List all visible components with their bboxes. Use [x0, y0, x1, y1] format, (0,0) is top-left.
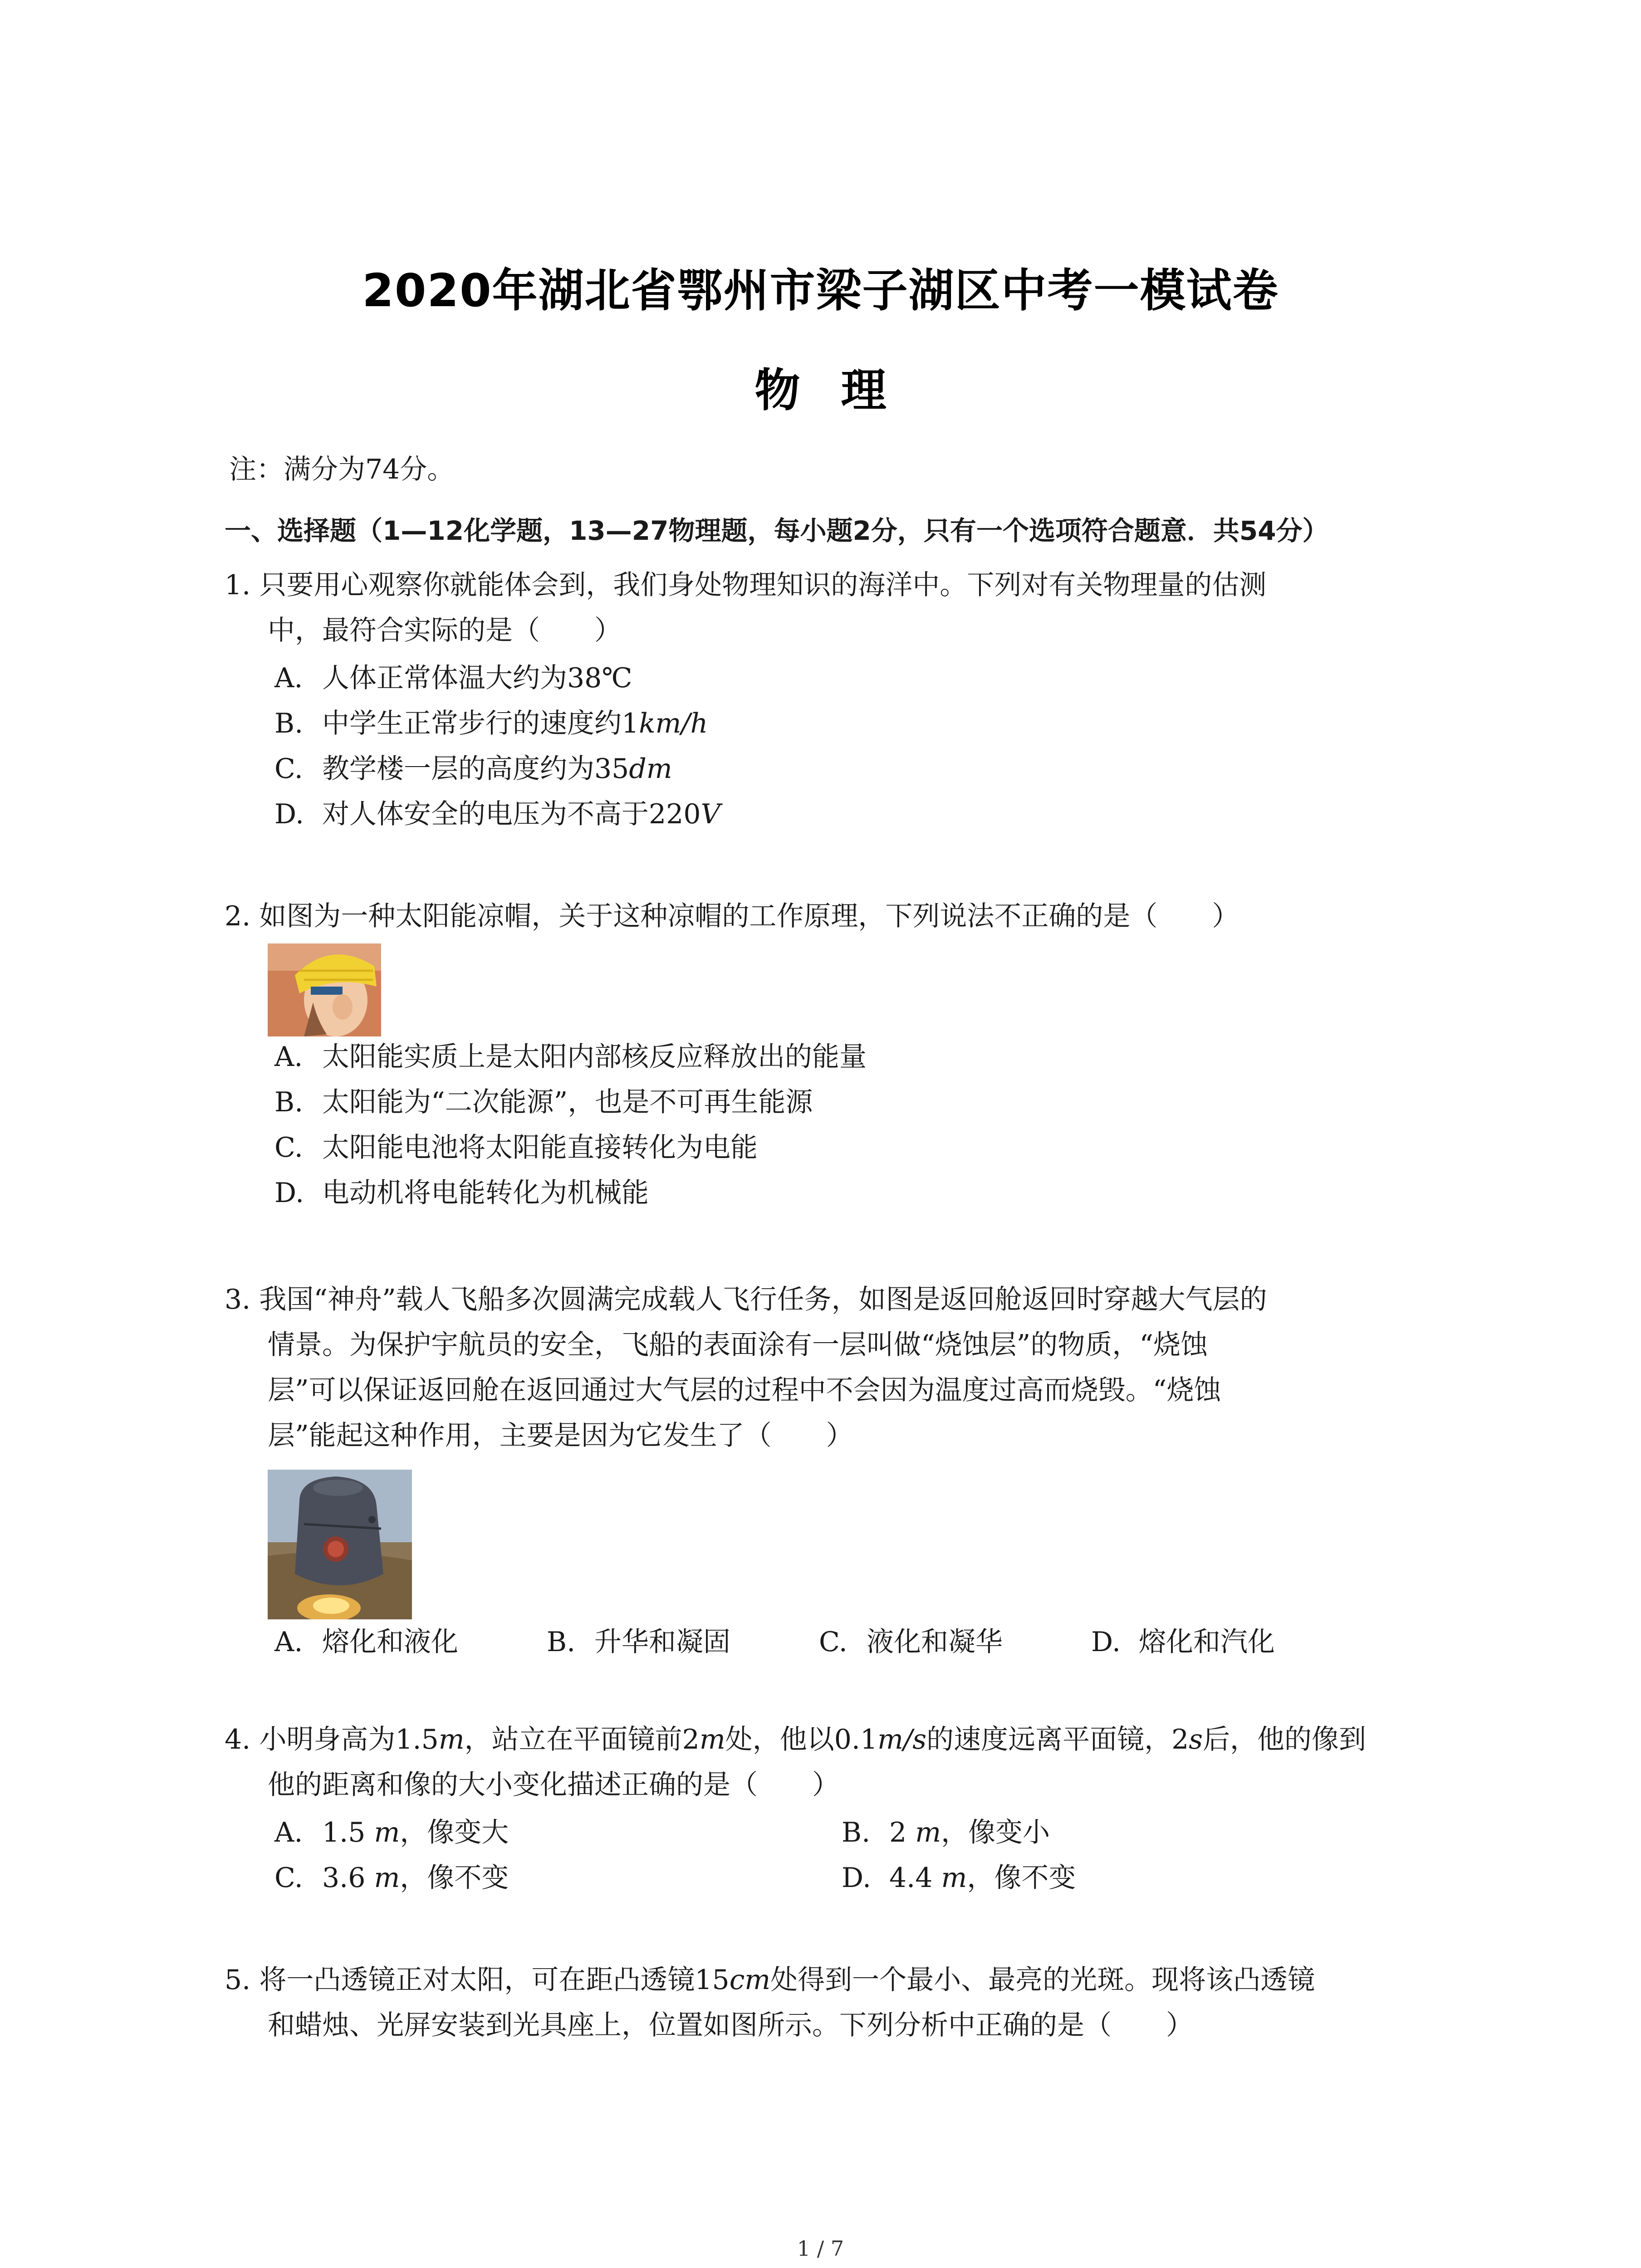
stem-unit: cm	[729, 1964, 771, 1996]
question-4-stem-2: 他的距离和像的大小变化描述正确的是（ ）	[268, 1769, 839, 1801]
question-2-stem-1: 如图为一种太阳能凉帽，关于这种凉帽的工作原理，下列说法不正确的是（ ）	[259, 900, 1239, 932]
option-text: ，像不变	[967, 1862, 1076, 1894]
option-letter: D.	[1091, 1626, 1121, 1658]
stem-unit: m	[699, 1724, 725, 1755]
question-1-option-c	[274, 751, 672, 787]
option-letter: A.	[274, 1817, 303, 1848]
option-unit: m	[374, 1817, 400, 1848]
option-text: 太阳能电池将太阳能直接转化为电能	[322, 1132, 758, 1163]
option-text: 中学生正常步行的速度约1	[322, 708, 639, 739]
question-4-line-1	[225, 1721, 1366, 1758]
question-4-option-b	[842, 1814, 1050, 1851]
option-text: 升华和凝固	[594, 1626, 730, 1658]
question-1-number: 1.	[225, 569, 251, 601]
option-letter: C.	[274, 1132, 303, 1163]
question-4-option-d	[842, 1860, 1076, 1896]
option-letter: A.	[274, 1041, 303, 1073]
stem-unit: m	[438, 1724, 465, 1755]
question-4-number: 4.	[225, 1724, 251, 1755]
exam-title: 2020年湖北省鄂州市梁子湖区中考一模试卷	[362, 264, 1279, 317]
option-unit: m	[915, 1817, 941, 1848]
question-1-stem-1: 只要用心观察你就能体会到，我们身处物理知识的海洋中。下列对有关物理量的估测	[259, 569, 1267, 601]
question-1-stem-2: 中，最符合实际的是（ ）	[268, 615, 622, 646]
question-2-option-b	[274, 1084, 813, 1120]
question-1-option-b	[274, 705, 708, 742]
question-3-option-b	[547, 1624, 819, 1660]
question-2-option-c	[274, 1129, 758, 1166]
option-unit: km/h	[639, 708, 708, 739]
solar-hat-illustration	[268, 943, 381, 1036]
question-5-line-1	[225, 1962, 1315, 1998]
option-letter: C.	[274, 1862, 303, 1894]
question-2-option-a	[274, 1039, 867, 1075]
stem-unit: m/s	[877, 1724, 927, 1755]
option-letter: B.	[274, 708, 304, 739]
question-1-option-a	[274, 660, 632, 696]
option-unit: V	[700, 798, 720, 830]
subject-title: 物理	[754, 364, 927, 417]
stem-text: 处得到一个最小、最亮的光斑。现将该凸透镜	[770, 1964, 1315, 1996]
question-3-options-row	[274, 1624, 1275, 1660]
option-letter: C.	[274, 753, 303, 785]
page-number: 1 / 7	[797, 2236, 844, 2261]
question-4-option-a	[274, 1814, 509, 1851]
solar-hat-image	[268, 943, 381, 1036]
stem-text: 后，他的像到	[1203, 1724, 1367, 1755]
return-capsule-image	[268, 1470, 412, 1619]
question-3-line-1	[225, 1281, 1267, 1318]
score-note: 注：满分为74分。	[229, 454, 455, 485]
question-3-stem-4: 层”能起这种作用，主要是因为它发生了（ ）	[268, 1420, 853, 1452]
question-1-line-1	[225, 567, 1266, 603]
stem-text: 将一凸透镜正对太阳，可在距凸透镜15	[259, 1964, 730, 1996]
option-letter: A.	[274, 662, 303, 694]
option-letter: B.	[842, 1817, 871, 1848]
option-text: 熔化和液化	[322, 1626, 458, 1658]
option-value: 2	[889, 1817, 907, 1848]
option-letter: D.	[842, 1862, 872, 1894]
question-3-option-d	[1091, 1624, 1275, 1660]
question-4-option-c	[274, 1860, 509, 1896]
option-unit: m	[374, 1862, 400, 1894]
option-letter: D.	[274, 798, 304, 830]
section-heading: 一、选择题（1—12化学题，13—27物理题，每小题2分，只有一个选项符合题意．共54分）	[225, 515, 1329, 546]
stem-text: 的速度远离平面镜，2	[926, 1724, 1189, 1755]
question-3-number: 3.	[225, 1284, 251, 1315]
stem-text: ，站立在平面镜前2	[464, 1724, 700, 1755]
option-text: 对人体安全的电压为不高于220	[322, 798, 701, 830]
question-3-stem-1: 我国“神舟”载人飞船多次圆满完成载人飞行任务，如图是返回舱返回时穿越大气层的	[259, 1284, 1267, 1315]
option-text: 液化和凝华	[867, 1626, 1003, 1658]
option-letter: B.	[274, 1086, 304, 1118]
option-letter: C.	[819, 1626, 847, 1658]
option-text: 电动机将电能转化为机械能	[322, 1177, 649, 1209]
return-capsule-illustration	[268, 1470, 412, 1619]
stem-unit: s	[1189, 1724, 1203, 1755]
option-letter: B.	[547, 1626, 576, 1658]
option-unit: m	[941, 1862, 967, 1894]
stem-text: 处，他以0.1	[725, 1724, 878, 1755]
question-2-option-d	[274, 1175, 649, 1211]
question-2-line-1	[225, 898, 1239, 934]
option-text: ，像变小	[941, 1817, 1050, 1848]
option-text: ，像不变	[400, 1862, 509, 1894]
option-text: 教学楼一层的高度约为35	[322, 753, 629, 785]
question-3-option-a	[274, 1624, 547, 1660]
option-text: ，像变大	[400, 1817, 509, 1848]
option-value: 4.4	[889, 1862, 933, 1894]
question-3-option-c	[819, 1624, 1091, 1660]
question-3-stem-2: 情景。为保护宇航员的安全，飞船的表面涂有一层叫做“烧蚀层”的物质，“烧蚀	[268, 1329, 1208, 1361]
option-value: 1.5	[322, 1817, 366, 1848]
question-2-number: 2.	[225, 900, 251, 932]
option-letter: D.	[274, 1177, 304, 1209]
option-text: 熔化和汽化	[1139, 1626, 1275, 1658]
question-3-stem-3: 层”可以保证返回舱在返回通过大气层的过程中不会因为温度过高而烧毁。“烧蚀	[268, 1374, 1221, 1406]
question-5-stem-2: 和蜡烛、光屏安装到光具座上，位置如图所示。下列分析中正确的是（ ）	[268, 2009, 1193, 2041]
question-5-number: 5.	[225, 1964, 251, 1996]
option-text: 太阳能实质上是太阳内部核反应释放出的能量	[322, 1041, 867, 1073]
option-unit: dm	[629, 753, 672, 785]
question-1-option-d	[274, 796, 720, 832]
stem-text: 小明身高为1.5	[259, 1724, 439, 1755]
option-letter: A.	[274, 1626, 303, 1658]
option-value: 3.6	[322, 1862, 366, 1894]
option-text: 太阳能为“二次能源”，也是不可再生能源	[322, 1086, 813, 1118]
option-text: 人体正常体温大约为38℃	[322, 662, 632, 694]
